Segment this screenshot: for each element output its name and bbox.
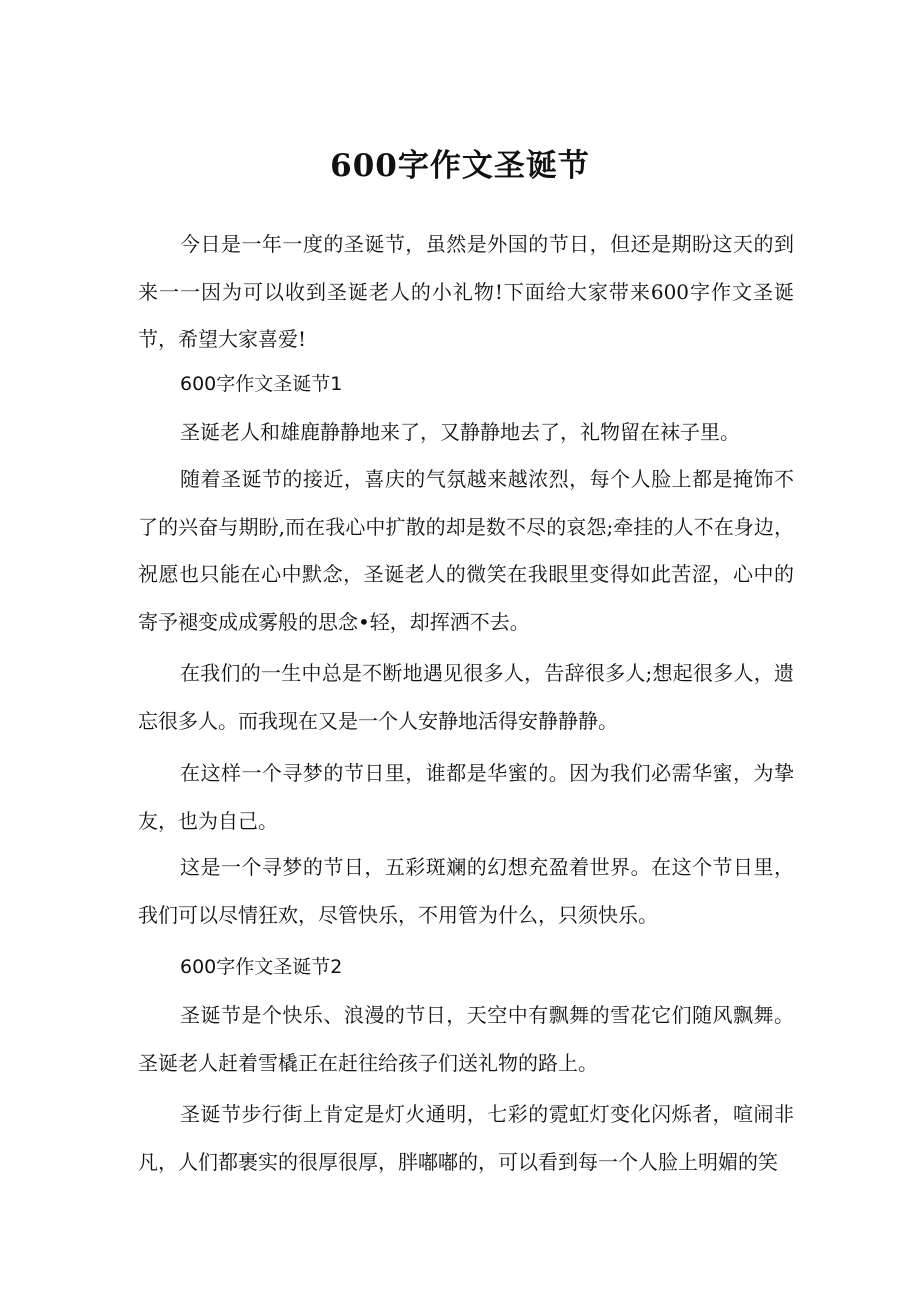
document-title: 600字作文圣诞节 [330,148,590,184]
paragraph: 圣诞老人和雄鹿静静地来了，又静静地去了，礼物留在袜子里。 [180,420,740,444]
intro-paragraph: 今日是一年一度的圣诞节，虽然是外国的节日，但还是期盼这天的到来一一因为可以收到圣诞老人的小礼物!下面给大家带来600字作文圣诞节，希望大家喜爱! [138,232,794,351]
paragraph: 在我们的一生中总是不断地遇见很多人，告辞很多人;想起很多人，遗忘很多人。而我现在又是一个人安静地活得安静静静。 [138,661,794,733]
paragraph: 圣诞节步行街上肯定是灯火通明，七彩的霓虹灯变化闪烁者，喧闹非凡，人们都裹实的很厚很厚，胖嘟嘟的，可以看到每一个人脸上明媚的笑 [138,1102,794,1174]
section-heading-2: 600字作文圣诞节2 [180,956,343,978]
section-heading-1: 600字作文圣诞节1 [180,373,343,395]
paragraph: 随着圣诞节的接近，喜庆的气氛越来越浓烈，每个人脸上都是掩饰不了的兴奋与期盼,而在我心中扩散的却是数不尽的哀怨;牵挂的人不在身边，祝愿也只能在心中默念，圣诞老人的微笑在我眼里变得如此苦涩，心中的寄予褪变成成雾般的思念•轻，却挥洒不去。 [138,467,794,634]
paragraph: 圣诞节是个快乐、浪漫的节日，天空中有飘舞的雪花它们随风飘舞。圣诞老人赶着雪橇正在赶往给孩子们送礼物的路上。 [138,1003,794,1075]
paragraph: 这是一个寻梦的节日，五彩斑斓的幻想充盈着世界。在这个节日里，我们可以尽情狂欢，尽管快乐，不用管为什么，只须快乐。 [138,855,794,927]
paragraph: 在这样一个寻梦的节日里，谁都是华蜜的。因为我们必需华蜜，为挚友，也为自己。 [138,761,794,833]
